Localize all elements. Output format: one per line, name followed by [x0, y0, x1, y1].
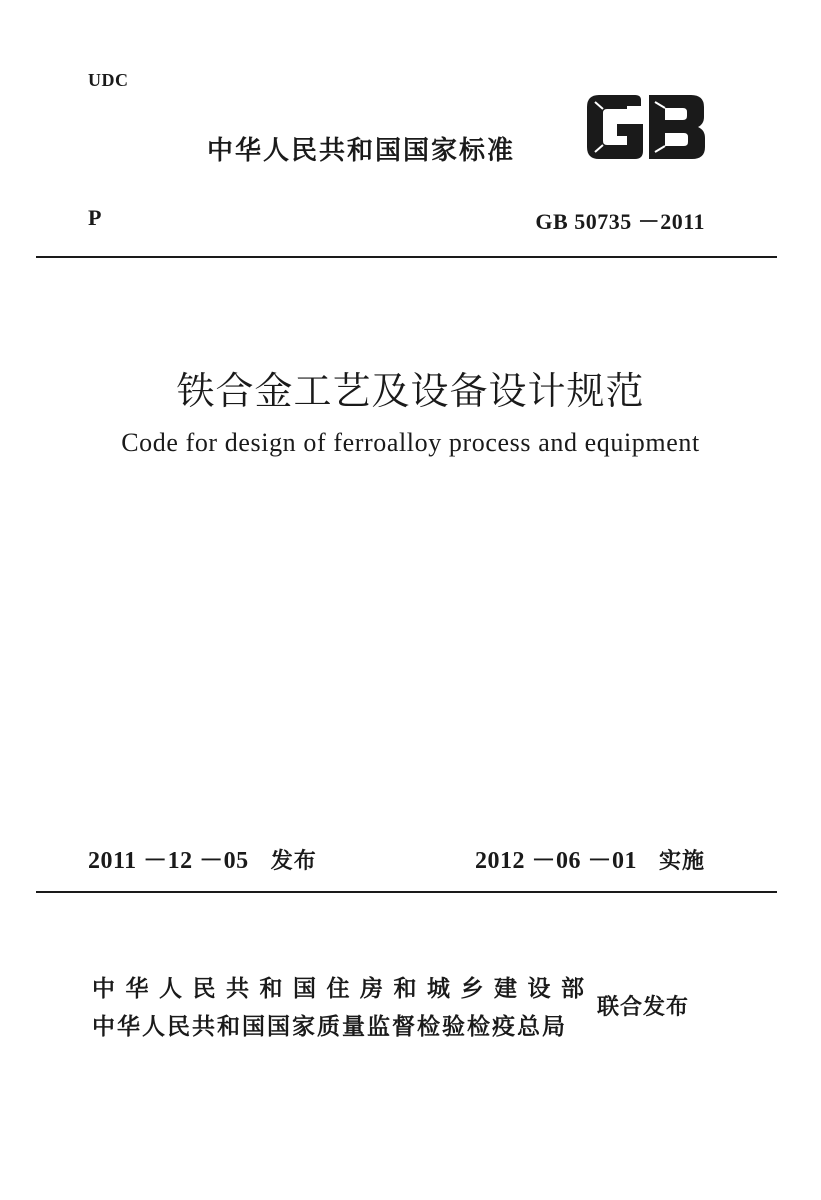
issue-label: 发布: [270, 849, 317, 874]
top-divider: [36, 256, 777, 258]
standard-number: GB 50735 －2011: [535, 209, 705, 234]
joint-publish-label: 联合发布: [597, 995, 690, 1020]
national-standard-heading: 中华人民共和国国家标准: [207, 136, 516, 166]
publisher-org-1: 中华人民共和国住房和城乡建设部: [92, 976, 595, 1002]
implement-date: 2012 －06 －01: [474, 848, 637, 874]
document-title-chinese: 铁合金工艺及设备设计规范: [176, 369, 645, 413]
issue-date: 2011 －12 －05: [88, 848, 249, 874]
document-title-english: Code for design of ferroalloy process and equipment: [121, 428, 700, 457]
implement-label: 实施: [658, 849, 705, 874]
issue-date-line: [88, 840, 317, 875]
implement-date-line: [475, 840, 705, 875]
publisher-org-2: 中华人民共和国国家质量监督检验检疫总局: [92, 1014, 567, 1040]
udc-label: UDC: [88, 70, 129, 90]
bottom-divider: [36, 891, 777, 893]
gb-logo-icon: [583, 92, 708, 162]
category-code: P: [88, 205, 102, 230]
